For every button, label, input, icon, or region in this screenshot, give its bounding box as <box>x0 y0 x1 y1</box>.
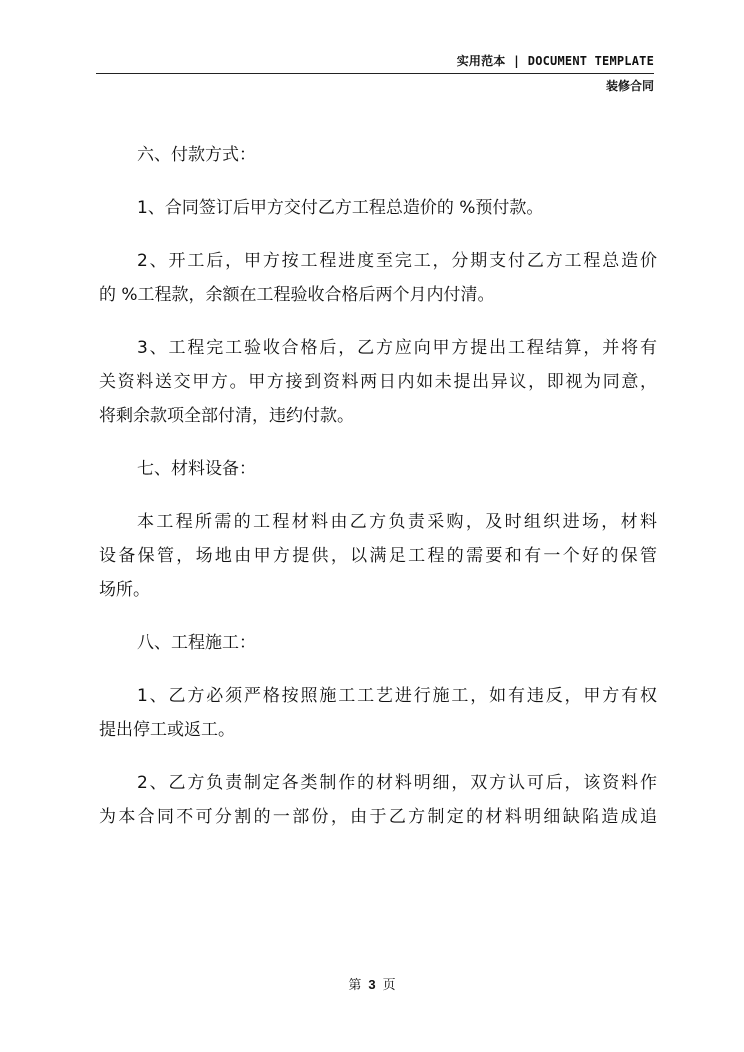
section-8-item-1 <box>99 679 657 747</box>
paragraph-line: 3、工程完工验收合格后，乙方应向甲方提出工程结算，并将有 <box>137 338 657 358</box>
paragraph-line: 2、乙方负责制定各类制作的材料明细，双方认可后，该资料作 <box>137 773 657 793</box>
heading-text: 七、材料设备： <box>137 459 256 479</box>
paragraph-line: 本工程所需的工程材料由乙方负责采购，及时组织进场，材料 <box>137 512 657 532</box>
paragraph-line: 将剩余款项全部付清，违约付款。 <box>99 406 354 426</box>
paragraph-line: 提出停工或返工。 <box>99 720 235 740</box>
section-8-item-2 <box>99 766 657 834</box>
page-header <box>96 52 654 100</box>
section-6-heading <box>99 138 657 172</box>
paragraph-line: 1、乙方必须严格按照施工工艺进行施工，如有违反，甲方有权 <box>137 686 657 706</box>
section-6-item-2 <box>99 244 657 312</box>
page-footer <box>0 974 744 993</box>
section-8-heading <box>99 626 657 660</box>
paragraph-line: 2、开工后，甲方按工程进度至完工，分期支付乙方工程总造价 <box>137 251 657 271</box>
paragraph-line: 设备保管，场地由甲方提供，以满足工程的需要和有一个好的保管 <box>99 546 657 566</box>
page-label-prefix: 第 <box>348 978 362 993</box>
section-7-text <box>99 505 657 607</box>
heading-text: 八、工程施工： <box>137 633 256 653</box>
paragraph-line: 的 %工程款，余额在工程验收合格后两个月内付清。 <box>99 285 495 305</box>
header-divider <box>96 73 654 74</box>
document-body <box>99 138 657 853</box>
section-6-item-3 <box>99 331 657 433</box>
paragraph-line: 为本合同不可分割的一部份，由于乙方制定的材料明细缺陷造成追 <box>99 807 657 827</box>
section-6-item-1 <box>99 191 657 225</box>
heading-text: 六、付款方式： <box>137 145 256 165</box>
paragraph-line: 场所。 <box>99 580 150 600</box>
header-subtitle: 装修合同 <box>605 79 654 93</box>
page-number: 3 <box>368 977 376 992</box>
page-label-suffix: 页 <box>382 978 396 993</box>
section-7-heading <box>99 452 657 486</box>
paragraph-line: 关资料送交甲方。甲方接到资料两日内如未提出异议，即视为同意， <box>99 372 657 392</box>
paragraph-line: 1、合同签订后甲方交付乙方工程总造价的 %预付款。 <box>137 198 544 218</box>
header-title: 实用范本 | DOCUMENT TEMPLATE <box>456 54 654 68</box>
